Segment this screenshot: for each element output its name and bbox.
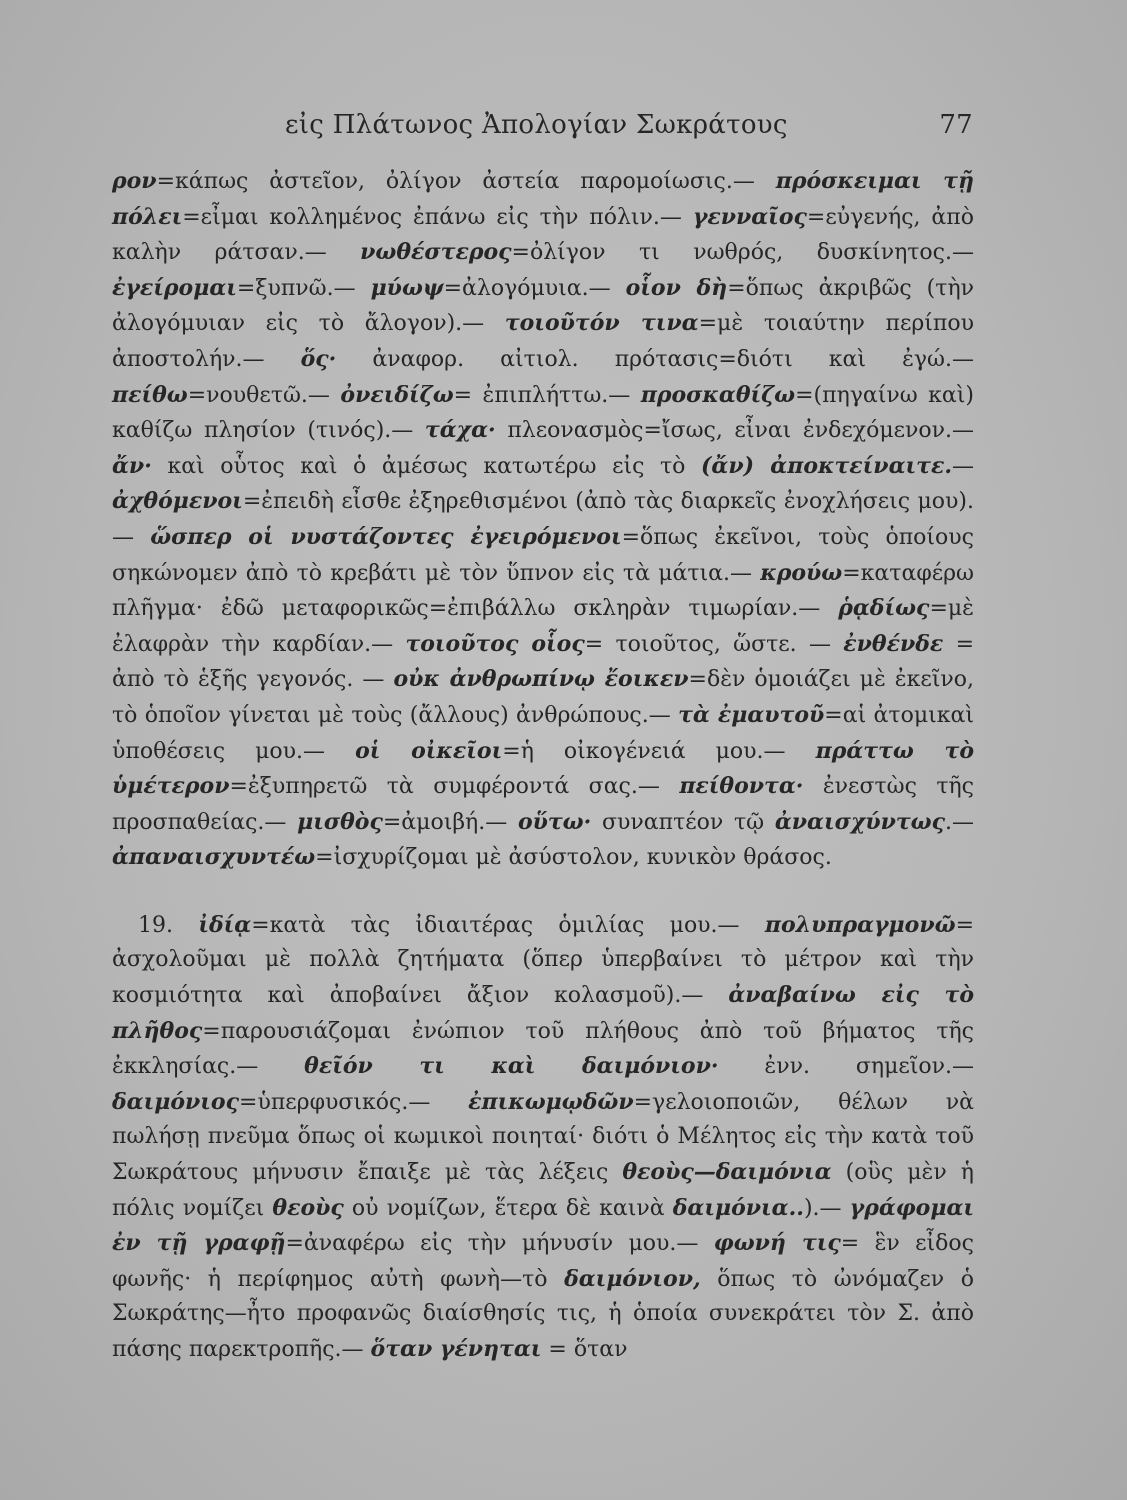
gloss-text: =κάπως ἀστεῖον, ὀλίγον ἀστεία παρομοίωσις.— <box>156 169 776 194</box>
headword: τὰ ἐμαυτοῦ <box>678 701 825 728</box>
gloss-text: = ἐπιπλήττω.— <box>453 382 641 408</box>
headword: μισθὸς <box>297 808 383 835</box>
gloss-text: =ὅπως ἐκεῖνοι, τοὺς ὁποίους σηκώνομεν ἀπὸ τὸ κρεβάτι μὲ τὸν ὕπνον εἰς τὰ μάτια.— <box>112 524 974 586</box>
headword: τοιοῦτος οἷος <box>405 630 585 657</box>
gloss-text: =ἀναφέρω εἰς τὴν μήνυσίν μου.— <box>285 1231 714 1257</box>
gloss-text: =κατὰ τὰς ἰδιαιτέρας ὁμιλίας μου.— <box>251 912 765 938</box>
headword: πολυπραγμονῶ <box>764 911 956 938</box>
gloss-text: πλεονασμὸς=ἴσως, εἶναι ἐνδεχόμενον.— <box>495 418 974 444</box>
headword: ἐνθένδε <box>843 630 944 657</box>
gloss-text: 19. <box>138 912 199 938</box>
gloss-text: ἀναφορ. αἰτιολ. πρότασις=διότι καὶ ἐγώ.— <box>336 346 974 372</box>
gloss-text: — <box>951 453 974 479</box>
gloss-text: =δὲν ὁμοιάζει μὲ ἐκεῖνο, τὸ ὁποῖον γίνεται μὲ τοὺς (ἄλλους) ἀνθρώπους.— <box>112 667 974 728</box>
headword: οἱ οἰκεῖοι <box>355 737 503 764</box>
paragraph-1 <box>112 164 974 876</box>
headword: ἐπικωμῳδῶν <box>468 1088 634 1115</box>
headword: γράφομαι ἐν τῇ γραφῇ <box>112 1194 975 1257</box>
paragraph-2 <box>112 908 974 1368</box>
headword: δαιμόνιον, <box>564 1265 701 1292</box>
running-header <box>285 110 975 150</box>
headword: ρον <box>112 168 157 194</box>
headword: δαιμόνιος <box>112 1088 240 1115</box>
headword: οἷον δὴ <box>625 274 728 301</box>
gloss-text: =παρουσιάζομαι ἐνώπιον τοῦ πλήθους ἀπὸ τοῦ βήματος τῆς ἐκκλησίας.— <box>112 1018 974 1080</box>
running-title: εἰς Πλάτωνος Ἀπολογίαν Σωκράτους <box>285 110 788 140</box>
headword: φωνή τις <box>713 1230 841 1257</box>
headword: ἀχθόμενοι <box>112 488 243 515</box>
headword: ὅς· <box>300 345 337 372</box>
gloss-text: = ὅταν <box>541 1337 628 1362</box>
gloss-text: ἐνεστὼς τῆς προσπαθείας.— <box>112 774 975 835</box>
headword: δαιμόνια.. <box>672 1194 804 1221</box>
gloss-text: = τοιοῦτος, ὥστε. — <box>584 631 844 657</box>
headword: πράττω τὸ ὑμέτερον <box>112 737 974 800</box>
gloss-text: = ἀσχολοῦμαι μὲ πολλὰ ζητήματα (ὅπερ ὑπερβαίνει τὸ μέτρον καὶ τὴν κοσμιότητα καὶ ἀποβαίνει ἄξιον κολασμοῦ).— <box>112 912 974 1009</box>
headword: (ἄν) ἀποκτείναιτε. <box>701 452 952 479</box>
headword: οὕτω· <box>517 808 592 835</box>
gloss-text: =ἡ οἰκογένειά μου.— <box>502 738 816 764</box>
gloss-text: (οὓς μὲν ἡ πόλις νομίζει <box>112 1160 974 1221</box>
gloss-text: =(πηγαίνω καὶ) καθίζω πλησίον (τινός).— <box>112 382 974 444</box>
headword: νωθέστερος <box>360 239 512 266</box>
gloss-text: =νουθετῶ.— <box>187 382 341 408</box>
gloss-text: = ἀπὸ τὸ ἑξῆς γεγονός. — <box>112 631 975 693</box>
headword: μύωψ <box>370 274 444 301</box>
gloss-text: =μὲ τοιαύτην περίπου ἀποστολήν.— <box>112 311 975 372</box>
gloss-text: =ὀλίγον τι νωθρός, δυσκίνητος.— <box>511 240 974 266</box>
page-body <box>112 164 974 1368</box>
gloss-text: =ἀλογόμυια.— <box>443 275 626 301</box>
gloss-text: =μὲ ἐλαφρὰν τὴν καρδίαν.— <box>112 596 974 657</box>
gloss-text: =καταφέρω πλῆγμα· ἐδῶ μεταφορικῶς=ἐπιβάλλω σκληρὰν τιμωρίαν.— <box>112 560 974 622</box>
headword: θεοὺς <box>272 1194 344 1221</box>
gloss-text: ὅπως τὸ ὠνόμαζεν ὁ Σωκράτης—ἦτο προφανῶς διαίσθησίς τις, ἡ ὁποία συνεκράτει τὸν Σ. ἀπὸ πάσης παρεκτροπῆς.— <box>112 1266 974 1362</box>
gloss-text: =ὅπως ἀκριβῶς (τὴν ἀλογόμυιαν εἰς τὸ ἄλογον).— <box>112 275 974 337</box>
gloss-text: =ξυπνῶ.— <box>236 275 371 301</box>
headword: ἰδίᾳ <box>198 911 252 938</box>
gloss-text: .— <box>945 809 974 835</box>
headword: οὐκ ἀνθρωπίνῳ ἔοικεν <box>393 666 689 693</box>
gloss-text: ).— <box>803 1195 850 1221</box>
headword: πρόσκειμαι τῇ πόλει <box>112 168 974 230</box>
gloss-text: καὶ οὗτος καὶ ὁ ἀμέσως κατωτέρω εἰς τὸ <box>151 453 702 479</box>
headword: τοιοῦτόν τινα <box>504 310 699 337</box>
gloss-text: οὐ νομίζων, ἕτερα δὲ καινὰ <box>343 1195 673 1221</box>
gloss-text: =εὐγενής, ἀπὸ καλὴν ράτσαν.— <box>112 204 974 266</box>
headword: ἀπαναισχυντέω <box>112 844 316 871</box>
gloss-text: =ἐξυπηρετῶ τὰ συμφέροντά σας.— <box>229 774 680 800</box>
headword: ἀναβαίνω εἰς τὸ πλῆθος <box>112 982 974 1044</box>
headword: τάχα· <box>424 417 496 444</box>
headword: γενναῖος <box>692 203 807 230</box>
gloss-text: =ἐπειδὴ εἶσθε ἐξηρεθισμένοι (ἀπὸ τὰς διαρκεῖς ἐνοχλήσεις μου).— <box>112 489 974 550</box>
headword: κρούω <box>760 559 843 586</box>
headword: ὥσπερ οἱ νυστάζοντες ἐγειρόμενοι <box>150 523 622 550</box>
gloss-text: =ἀμοιβή.— <box>382 809 518 835</box>
gloss-text: =ὑπερφυσικός.— <box>239 1089 469 1115</box>
gloss-text: ἐνν. σημεῖον.— <box>718 1054 975 1080</box>
gloss-text: =γελοιοποιῶν, θέλων νὰ πωλήσῃ πνεῦμα ὅπως οἱ κωμικοὶ ποιηταί· διότι ὁ Μέλητος εἰς τὴν κατὰ τοῦ Σωκράτους μήνυσιν ἔπαιξε μὲ τὰς λέξεις <box>112 1089 974 1186</box>
headword: ἐγείρομαι <box>112 274 237 301</box>
page-number: 77 <box>939 110 973 140</box>
headword: ὀνειδίζω <box>340 381 454 408</box>
headword: ῥᾳδίως <box>838 595 930 622</box>
headword: πείθοντα· <box>679 773 804 800</box>
gloss-text: =αἱ ἀτομικαὶ ὑποθέσεις μου.— <box>112 702 974 764</box>
headword: πείθω <box>112 381 188 408</box>
gloss-text: = ἓν εἶδος φωνῆς· ἡ περίφημος αὐτὴ φωνὴ—τὸ <box>112 1231 974 1292</box>
headword: θεῖόν τι καὶ δαιμόνιον· <box>304 1053 719 1080</box>
headword: προσκαθίζω <box>640 381 796 408</box>
headword: ὅταν γένηται <box>370 1336 542 1362</box>
headword: ἄν· <box>112 452 152 479</box>
headword: θεοὺς—δαιμόνια <box>622 1159 832 1186</box>
gloss-text: συναπτέον τῷ <box>591 809 775 835</box>
headword: ἀναισχύντως <box>774 808 945 835</box>
gloss-text: =ἰσχυρίζομαι μὲ ἀσύστολον, κυνικὸν θράσος. <box>315 845 832 871</box>
gloss-text: =εἶμαι κολλημένος ἐπάνω εἰς τὴν πόλιν.— <box>182 204 693 230</box>
